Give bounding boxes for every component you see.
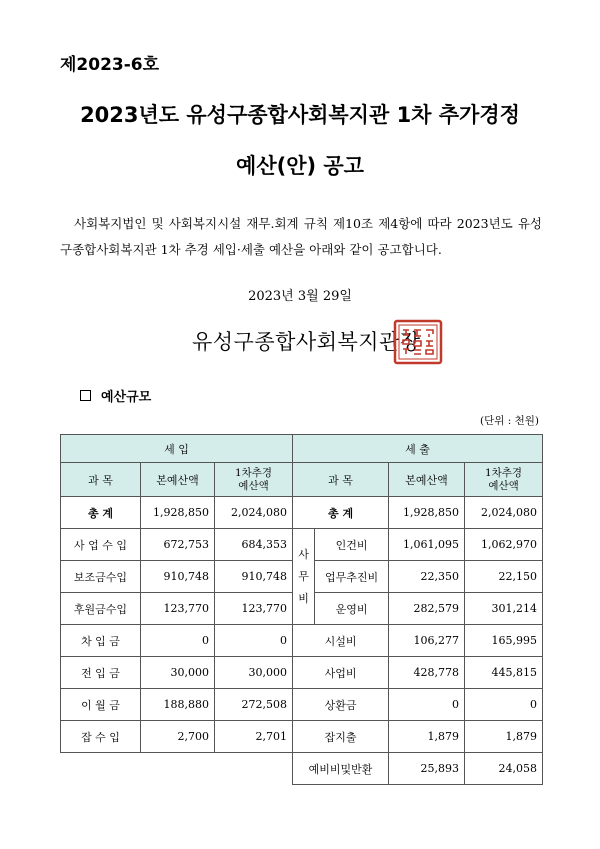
table-row [61,625,543,657]
unit-note: (단위 : 천원) [480,415,539,427]
section-title: 예산규모 [101,390,152,405]
revenue-base: 672,753 [141,529,215,561]
admin-group-char: 무 [298,569,309,583]
expense-supp-header [465,463,543,497]
expense-label: 예비비및반환 [293,753,389,785]
expense-label: 운영비 [315,593,389,625]
expense-total-base: 1,928,850 [389,497,465,529]
revenue-total-base: 1,928,850 [141,497,215,529]
table-row [61,721,543,753]
revenue-supp: 910,748 [215,561,293,593]
table-row [61,753,543,785]
revenue-base: 910,748 [141,561,215,593]
revenue-total-label: 총 계 [61,497,141,529]
title-line-2: 예산(안) 공고 [236,154,364,178]
revenue-label: 잡 수 입 [61,721,141,753]
expense-header: 세 출 [293,435,543,463]
revenue-label: 후원금수입 [61,593,141,625]
expense-supp: 24,058 [465,753,543,785]
revenue-item-header: 과 목 [61,463,141,497]
empty-cell [215,753,293,785]
revenue-total-supp: 2,024,080 [215,497,293,529]
supp-header-line-1: 1차추경 [484,466,523,479]
official-seal-icon [393,319,443,365]
supp-header-line-1: 1차추경 [234,466,273,479]
expense-supp: 22,150 [465,561,543,593]
table-row [61,657,543,689]
table-row [61,529,543,561]
revenue-label: 사 업 수 입 [61,529,141,561]
expense-label: 인건비 [315,529,389,561]
total-row [61,497,543,529]
expense-total-label: 총 계 [293,497,389,529]
expense-item-header: 과 목 [293,463,389,497]
expense-supp: 1,879 [465,721,543,753]
revenue-base: 123,770 [141,593,215,625]
revenue-base: 2,700 [141,721,215,753]
expense-label: 업무추진비 [315,561,389,593]
revenue-supp: 2,701 [215,721,293,753]
expense-supp: 301,214 [465,593,543,625]
expense-base: 0 [389,689,465,721]
revenue-base: 30,000 [141,657,215,689]
admin-group-char: 사 [298,547,309,561]
expense-base: 1,879 [389,721,465,753]
announcement-date: 2023년 3월 29일 [248,289,352,304]
expense-base: 282,579 [389,593,465,625]
section-heading [80,386,151,405]
expense-base: 428,778 [389,657,465,689]
revenue-label: 전 입 금 [61,657,141,689]
announcement-body: 사회복지법인 및 사회복지시설 재무.회계 규칙 제10조 제4항에 따라 2023년도 유성구종합사회복지관 1차 추경 세입·세출 예산을 아래와 같이 공고합니다. [60,216,542,257]
expense-base-header: 본예산액 [389,463,465,497]
revenue-supp: 0 [215,625,293,657]
revenue-base-header: 본예산액 [141,463,215,497]
expense-label: 시설비 [293,625,389,657]
revenue-base: 188,880 [141,689,215,721]
expense-base: 22,350 [389,561,465,593]
document-number: 제2023-6호 [60,55,160,75]
admin-group-char: 비 [298,591,309,605]
expense-supp: 0 [465,689,543,721]
revenue-supp: 30,000 [215,657,293,689]
supp-header-line-2: 예산액 [238,479,269,492]
revenue-supp: 684,353 [215,529,293,561]
revenue-supp: 272,508 [215,689,293,721]
budget-table [60,434,543,785]
expense-label: 잡지출 [293,721,389,753]
revenue-label: 이 월 금 [61,689,141,721]
expense-base: 1,061,095 [389,529,465,561]
expense-supp: 1,062,970 [465,529,543,561]
empty-cell [61,753,141,785]
table-group-header-row [61,435,543,463]
admin-expense-group [293,529,315,625]
revenue-supp: 123,770 [215,593,293,625]
table-row [61,689,543,721]
title-line-1: 2023년도 유성구종합사회복지관 1차 추가경정 [80,103,520,127]
expense-base: 106,277 [389,625,465,657]
expense-total-supp: 2,024,080 [465,497,543,529]
expense-label: 상환금 [293,689,389,721]
expense-label: 사업비 [293,657,389,689]
expense-base: 25,893 [389,753,465,785]
revenue-label: 보조금수입 [61,561,141,593]
supp-header-line-2: 예산액 [488,479,519,492]
expense-supp: 445,815 [465,657,543,689]
checkbox-bullet-icon [80,390,91,401]
revenue-supp-header [215,463,293,497]
issuer-name: 유성구종합사회복지관장 [192,330,421,354]
expense-supp: 165,995 [465,625,543,657]
revenue-base: 0 [141,625,215,657]
empty-cell [141,753,215,785]
revenue-header: 세 입 [61,435,293,463]
revenue-label: 차 입 금 [61,625,141,657]
table-column-header-row [61,463,543,497]
